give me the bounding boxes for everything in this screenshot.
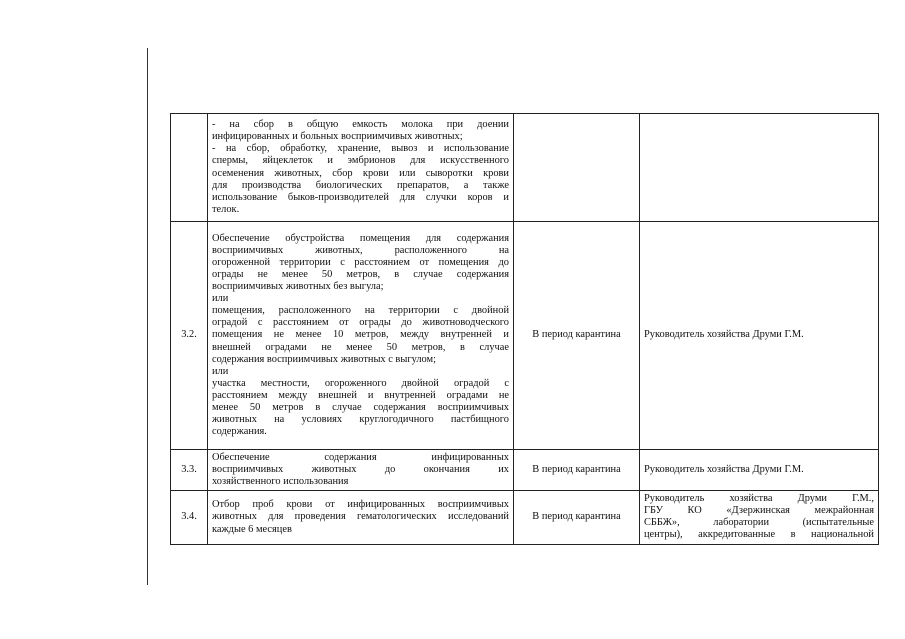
table-row bbox=[171, 491, 879, 545]
measures-table bbox=[170, 113, 879, 545]
row-number: 3.2. bbox=[171, 222, 208, 450]
measure-text: Обеспечение содержания инфицированных восприимчивых животных до окончания их хозяйственного использования bbox=[208, 450, 514, 491]
deadline-cell: В период карантина bbox=[514, 222, 640, 450]
row-number: 3.3. bbox=[171, 450, 208, 491]
responsible-cell: Руководитель хозяйства Друми Г.М., ГБУ КО «Дзержинская межрайонная СББЖ», лаборатории (испытательные центры), аккредитованные в национальной bbox=[640, 491, 879, 545]
measure-text: - на сбор в общую емкость молока при доении инфицированных и больных восприимчивых животных; - на сбор, обработку, хранение, вывоз и использование спермы, яйцеклеток и эмбрионов для искусственного осеменения животных, сбор крови или сыворотки крови для производства биологических препаратов, а также использование быков-производителей для случки коров и телок. bbox=[208, 114, 514, 222]
responsible-cell bbox=[640, 114, 879, 222]
table-row bbox=[171, 450, 879, 491]
table-row bbox=[171, 114, 879, 222]
page-margin-line bbox=[147, 48, 148, 585]
responsible-cell: Руководитель хозяйства Друми Г.М. bbox=[640, 222, 879, 450]
deadline-cell bbox=[514, 114, 640, 222]
measure-text: Обеспечение обустройства помещения для содержания восприимчивых животных, расположенного на огороженной территории с расстоянием от помещения до ограды не менее 50 метров, в случае содержания восприимчивых животных без выгула; или помещения, расположенного на территории с двойной оградой с расстоянием от ограды до животноводческого помещения не менее 10 метров, между внутренней и внешней оградами не менее 50 метров, в случае содержания восприимчивых животных с выгулом; или участка местности, огороженного двойной оградой с расстоянием между внешней и внутренней оградами не менее 50 метров в случае содержания восприимчивых животных на условиях круглогодичного пастбищного содержания. bbox=[208, 222, 514, 450]
measure-text: Отбор проб крови от инфицированных восприимчивых животных для проведения гематологических исследований каждые 6 месяцев bbox=[208, 491, 514, 545]
row-number: 3.4. bbox=[171, 491, 208, 545]
table-row bbox=[171, 222, 879, 450]
row-number bbox=[171, 114, 208, 222]
responsible-cell: Руководитель хозяйства Друми Г.М. bbox=[640, 450, 879, 491]
deadline-cell: В период карантина bbox=[514, 491, 640, 545]
deadline-cell: В период карантина bbox=[514, 450, 640, 491]
